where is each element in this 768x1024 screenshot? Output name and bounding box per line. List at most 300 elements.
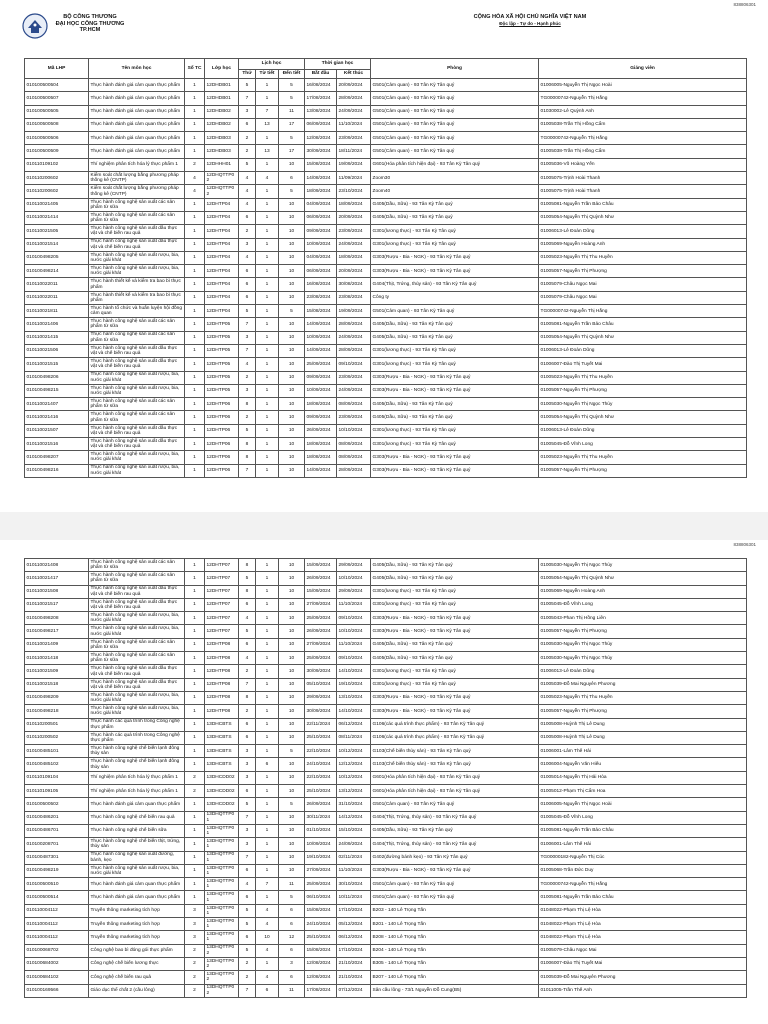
cell-thu: 5 (239, 798, 256, 811)
cell-tu-tiet: 1 (256, 851, 279, 864)
cell-phong: Sân cầu lông - 73/1 Nguyễn Đỗ Cung(B5) (371, 984, 539, 997)
cell-bat-dau: 26/09/2024 (305, 572, 337, 585)
table-row (25, 638, 747, 651)
table-row (25, 251, 747, 264)
cell-bat-dau: 15/08/2024 (305, 904, 337, 917)
cell-ket-thuc: 17/10/2024 (337, 904, 371, 917)
cell-giang-vien: 01006013-Lê Đoàn Dũng (539, 225, 747, 238)
cell-giang-vien: 01005023-Nguyễn Thị Thu Huyền (539, 451, 747, 464)
cell-tu-tiet: 1 (256, 598, 279, 611)
cell-tu-tiet: 1 (256, 358, 279, 371)
cell-giang-vien: 01006001-Lâm Thế Hải (539, 838, 747, 851)
cell-thu: 3 (239, 331, 256, 344)
cell-giang-vien: 01005081-Nguyễn Trần Bảo Châu (539, 198, 747, 211)
cell-ket-thuc: 19/09/2024 (337, 305, 371, 318)
cell-ket-thuc: 09/10/2024 (337, 358, 371, 371)
table-row (25, 598, 747, 611)
cell-thu: 3 (239, 838, 256, 851)
cell-bat-dau: 12/08/2024 (305, 971, 337, 984)
cell-den-tiet: 10 (279, 265, 305, 278)
cell-so-tc: 1 (185, 398, 205, 411)
cell-den-tiet: 5 (279, 798, 305, 811)
cell-phong: G405(Dầu, Sữa) - 93 Tân Kỳ Tân quý (371, 559, 539, 572)
cell-so-tc: 1 (185, 451, 205, 464)
cell-phong: G601(Hóa phân tích hiện đại) - 93 Tân Kỳ Tân quý (371, 771, 539, 784)
cell-so-tc: 1 (185, 598, 205, 611)
cell-giang-vien: 01005079-Châu Ngọc Mai (539, 291, 747, 304)
cell-ma-lhp: 010100486201 (25, 811, 89, 824)
org-city: TP.HCM (79, 27, 101, 34)
cell-giang-vien: 01005069-Nguyễn Hoàng Anh (539, 585, 747, 598)
cell-ten-mon: Thực hành công nghệ sản xuất dầu thực vật và chế biến rau quả (89, 344, 185, 357)
cell-so-tc: 1 (185, 665, 205, 678)
cell-giang-vien: 01005008-Huỳnh Thị Lê Dung (539, 731, 747, 744)
cell-phong: G303(Rượu - Bia - NGK) - 93 Tân Kỳ Tân quý (371, 705, 539, 718)
cell-so-tc: 3 (185, 931, 205, 944)
col-header-lich-hoc: Lịch học (239, 59, 305, 70)
cell-lop-hoc: 12DHTP04 (205, 291, 239, 304)
cell-ket-thuc: 11/10/2024 (337, 638, 371, 651)
table-row (25, 612, 747, 625)
cell-bat-dau: 25/10/2024 (305, 931, 337, 944)
cell-ma-lhp: 010110021414 (25, 211, 89, 224)
cell-so-tc: 1 (185, 891, 205, 904)
cell-giang-vien: 01005081-Nguyễn Trần Bảo Châu (539, 318, 747, 331)
cell-phong: G405(Dầu, Sữa) - 93 Tân Kỳ Tân quý (371, 652, 539, 665)
cell-ma-lhp: 010110004112 (25, 931, 89, 944)
page-separator (0, 512, 768, 540)
cell-lop-hoc: 13DHCBTS (205, 718, 239, 731)
table-row (25, 424, 747, 437)
cell-giang-vien: 01005045-Đỗ Vĩnh Long (539, 811, 747, 824)
cell-giang-vien: 01005023-Nguyễn Thị Thu Huyền (539, 371, 747, 384)
cell-ten-mon: Thực hành các quá trình trong Công nghệ thực phẩm (89, 718, 185, 731)
cell-den-tiet: 10 (279, 211, 305, 224)
cell-ket-thuc: 18/09/2024 (337, 198, 371, 211)
cell-ten-mon: Thực hành thiết kế và kiểm tra bao bì thực phẩm (89, 278, 185, 291)
organization-block (30, 14, 150, 34)
cell-giang-vien: 01006007-Đào Thị Tuyết Mai (539, 957, 747, 970)
cell-phong: B201 - 140 Lê Trọng Tấn (371, 918, 539, 931)
cell-ten-mon: Thực hành công nghệ sản xuất dầu thực vật và chế biến rau quả (89, 598, 185, 611)
cell-phong: G405(Dầu, Sữa) - 93 Tân Kỳ Tân quý (371, 198, 539, 211)
cell-bat-dau: 27/09/2024 (305, 598, 337, 611)
cell-ma-lhp: 010110021415 (25, 331, 89, 344)
table-row (25, 785, 747, 798)
cell-tu-tiet: 1 (256, 318, 279, 331)
cell-so-tc: 1 (185, 678, 205, 691)
cell-tu-tiet: 1 (256, 665, 279, 678)
cell-ma-lhp: 010100498208 (25, 612, 89, 625)
cell-thu: 6 (239, 785, 256, 798)
cell-ten-mon: Thực hành công nghệ sản xuất rượu, bia, nước giải khát (89, 451, 185, 464)
cell-tu-tiet: 1 (256, 331, 279, 344)
cell-lop-hoc: 12DHTP05 (205, 331, 239, 344)
cell-thu: 4 (239, 612, 256, 625)
table-row (25, 891, 747, 904)
cell-phong: G501(Cảm quan) - 93 Tân Kỳ Tân quý (371, 79, 539, 92)
cell-phong: G301(lương thực) - 93 Tân Kỳ Tân quý (371, 678, 539, 691)
cell-ket-thuc: 28/09/2024 (337, 464, 371, 477)
cell-thu: 7 (239, 344, 256, 357)
cell-tu-tiet: 1 (256, 638, 279, 651)
cell-lop-hoc: 13DHQTTP02 (205, 957, 239, 970)
cell-phong: G303(Rượu - Bia - NGK) - 93 Tân Kỳ Tân quý (371, 251, 539, 264)
cell-tu-tiet: 1 (256, 79, 279, 92)
cell-phong: G501(Cảm quan) - 93 Tân Kỳ Tân quý (371, 105, 539, 118)
cell-ket-thuc: 24/09/2024 (337, 331, 371, 344)
cell-tu-tiet: 1 (256, 745, 279, 758)
document-header (0, 6, 768, 46)
cell-ket-thuc: 28/09/2024 (337, 92, 371, 105)
cell-den-tiet: 10 (279, 331, 305, 344)
cell-bat-dau: 14/09/2024 (305, 344, 337, 357)
table-row (25, 559, 747, 572)
cell-bat-dau: 17/08/2024 (305, 92, 337, 105)
cell-tu-tiet: 1 (256, 451, 279, 464)
cell-ma-lhp: 010100498207 (25, 451, 89, 464)
cell-so-tc: 1 (185, 92, 205, 105)
cell-giang-vien: TG00000182-Nguyễn Thị Cúc (539, 851, 747, 864)
cell-phong: G501(Cảm quan) - 93 Tân Kỳ Tân quý (371, 92, 539, 105)
cell-thu: 6 (239, 891, 256, 904)
cell-giang-vien: 01006013-Lê Đoàn Dũng (539, 665, 747, 678)
cell-den-tiet: 6 (279, 971, 305, 984)
cell-ma-lhp: 010100498216 (25, 464, 89, 477)
cell-ket-thuc: 02/11/2024 (337, 851, 371, 864)
cell-giang-vien: 01005057-Nguyễn Thị Phượng (539, 384, 747, 397)
table-row (25, 731, 747, 744)
cell-phong: G405(Dầu, Sữa) - 93 Tân Kỳ Tân quý (371, 211, 539, 224)
cell-lop-hoc: 12DHDB03 (205, 132, 239, 145)
cell-phong: Công ty (371, 291, 539, 304)
cell-bat-dau: 14/09/2024 (305, 318, 337, 331)
cell-so-tc: 1 (185, 758, 205, 771)
cell-giang-vien: 01005054-Nguyễn Thị Quỳnh Như (539, 331, 747, 344)
table-row (25, 652, 747, 665)
national-motto-block (420, 14, 640, 27)
cell-ma-lhp: 010110021508 (25, 585, 89, 598)
cell-ma-lhp: 010110021514 (25, 238, 89, 251)
cell-ket-thuc: 11/10/2024 (337, 598, 371, 611)
cell-lop-hoc: 12DHTP04 (205, 251, 239, 264)
cell-ket-thuc: 24/09/2024 (337, 238, 371, 251)
table-row (25, 971, 747, 984)
cell-ma-lhp: 010100485101 (25, 745, 89, 758)
cell-den-tiet: 10 (279, 838, 305, 851)
cell-so-tc: 1 (185, 572, 205, 585)
cell-so-tc: 2 (185, 785, 205, 798)
cell-tu-tiet: 1 (256, 291, 279, 304)
cell-den-tiet: 11 (279, 878, 305, 891)
nation-title: CỘNG HÒA XÃ HỘI CHỦ NGHĨA VIỆT NAM (473, 14, 587, 20)
cell-thu: 6 (239, 638, 256, 651)
cell-so-tc: 2 (185, 957, 205, 970)
cell-lop-hoc: 12DHTP07 (205, 572, 239, 585)
cell-tu-tiet: 1 (256, 278, 279, 291)
cell-ma-lhp: 010110004112 (25, 904, 89, 917)
cell-bat-dau: 25/09/2024 (305, 612, 337, 625)
cell-ma-lhp: 010100498205 (25, 251, 89, 264)
cell-lop-hoc: 13DHQTTP02 (205, 984, 239, 997)
cell-thu: 7 (239, 318, 256, 331)
cell-bat-dau: 15/09/2024 (305, 559, 337, 572)
table-row (25, 344, 747, 357)
cell-ma-lhp: 010110022011 (25, 291, 89, 304)
cell-ten-mon: Thực hành công nghệ sản xuất dầu thực vật và chế biến rau quả (89, 678, 185, 691)
cell-ma-lhp: 010100500504 (25, 79, 89, 92)
cell-ket-thuc: 29/09/2024 (337, 559, 371, 572)
cell-lop-hoc: 12DHTP06 (205, 398, 239, 411)
table-row (25, 238, 747, 251)
cell-giang-vien: 01048022-Phạm Thị Lệ Hòa (539, 931, 747, 944)
cell-thu: 3 (239, 824, 256, 837)
cell-ten-mon: Thực hành công nghệ sản xuất các sản phẩm từ sữa (89, 318, 185, 331)
cell-bat-dau: 06/09/2024 (305, 211, 337, 224)
table-row (25, 957, 747, 970)
cell-phong: G405(Dầu, Sữa) - 93 Tân Kỳ Tân quý (371, 638, 539, 651)
cell-lop-hoc: 12DHTP07 (205, 612, 239, 625)
cell-ma-lhp: 010100498206 (25, 371, 89, 384)
cell-ket-thuc: 19/10/2024 (337, 678, 371, 691)
cell-phong: G106(các quá trình thực phẩm) - 93 Tân Kỳ Tân quý (371, 718, 539, 731)
cell-tu-tiet: 1 (256, 705, 279, 718)
cell-ket-thuc: 14/10/2024 (337, 665, 371, 678)
cell-tu-tiet: 1 (256, 211, 279, 224)
table-row (25, 798, 747, 811)
table-row (25, 705, 747, 718)
cell-tu-tiet: 4 (256, 918, 279, 931)
cell-giang-vien: TG00000742-Nguyễn Thị Hằng (539, 878, 747, 891)
cell-tu-tiet: 1 (256, 585, 279, 598)
cell-tu-tiet: 1 (256, 265, 279, 278)
org-university: ĐẠI HỌC CÔNG THƯƠNG (55, 20, 125, 27)
cell-ten-mon: Thực hành đánh giá cảm quan thực phẩm (89, 132, 185, 145)
cell-giang-vien: 01005054-Nguyễn Thị Quỳnh Như (539, 411, 747, 424)
cell-so-tc: 2 (185, 158, 205, 171)
cell-ket-thuc: 11/09/2024 (337, 172, 371, 185)
cell-lop-hoc: 13DHQTTP01 (205, 838, 239, 851)
table-row (25, 864, 747, 877)
cell-phong: G405(Dầu, Sữa) - 93 Tân Kỳ Tân quý (371, 398, 539, 411)
cell-tu-tiet: 1 (256, 305, 279, 318)
cell-bat-dau: 15/08/2024 (305, 305, 337, 318)
cell-ket-thuc: 24/09/2024 (337, 838, 371, 851)
cell-thu: 6 (239, 931, 256, 944)
cell-ten-mon: Thực hành công nghệ chế biến lạnh đông thủy sản (89, 745, 185, 758)
table-row (25, 625, 747, 638)
cell-bat-dau: 26/09/2024 (305, 424, 337, 437)
cell-ket-thuc: 31/10/2024 (337, 798, 371, 811)
cell-thu: 8 (239, 691, 256, 704)
cell-thu: 2 (239, 145, 256, 158)
cell-bat-dau: 26/09/2024 (305, 625, 337, 638)
cell-thu: 2 (239, 411, 256, 424)
cell-thu: 3 (239, 758, 256, 771)
cell-so-tc: 1 (185, 851, 205, 864)
cell-ten-mon: Thực hành công nghệ sản xuất rượu, bia, nước giải khát (89, 705, 185, 718)
cell-giang-vien: 01005023-Nguyễn Thị Thu Huyền (539, 691, 747, 704)
cell-bat-dau: 05/10/2024 (305, 678, 337, 691)
table-row (25, 318, 747, 331)
cell-bat-dau: 18/08/2024 (305, 398, 337, 411)
cell-giang-vien: 01005057-Nguyễn Thị Phượng (539, 705, 747, 718)
cell-lop-hoc: 12DHTP05 (205, 318, 239, 331)
cell-ten-mon: Thí nghiệm phân tích hóa lý thực phẩm 1 (89, 158, 185, 171)
cell-thu: 4 (239, 652, 256, 665)
table-row (25, 79, 747, 92)
cell-ma-lhp: 010100500508 (25, 118, 89, 131)
table-row (25, 358, 747, 371)
cell-so-tc: 1 (185, 238, 205, 251)
cell-tu-tiet: 1 (256, 225, 279, 238)
cell-ma-lhp: 010110021518 (25, 678, 89, 691)
cell-so-tc: 1 (185, 118, 205, 131)
table-row (25, 411, 747, 424)
table-row (25, 678, 747, 691)
cell-thu: 8 (239, 398, 256, 411)
table-row (25, 931, 747, 944)
cell-ma-lhp: 010100498215 (25, 384, 89, 397)
cell-giang-vien: 01006004-Nguyễn Văn Hiếu (539, 758, 747, 771)
cell-phong: G402(đường bánh kẹo) - 93 Tân Kỳ Tân quý (371, 851, 539, 864)
cell-thu: 4 (239, 358, 256, 371)
cell-tu-tiet: 1 (256, 424, 279, 437)
cell-den-tiet: 10 (279, 612, 305, 625)
cell-den-tiet: 10 (279, 652, 305, 665)
cell-giang-vien: 01005054-Nguyễn Thị Quỳnh Như (539, 572, 747, 585)
cell-bat-dau: 27/09/2024 (305, 864, 337, 877)
cell-lop-hoc: 12DHTP05 (205, 384, 239, 397)
cell-lop-hoc: 12DHDB01 (205, 92, 239, 105)
cell-so-tc: 1 (185, 878, 205, 891)
cell-thu: 5 (239, 305, 256, 318)
cell-ma-lhp: 010110021407 (25, 398, 89, 411)
cell-den-tiet: 12 (279, 931, 305, 944)
cell-ten-mon: Thực hành công nghệ sản xuất rượu, bia, nước giải khát (89, 464, 185, 477)
cell-bat-dau: 06/09/2024 (305, 118, 337, 131)
cell-ket-thuc: 13/10/2024 (337, 691, 371, 704)
cell-lop-hoc: 12DHTP04 (205, 225, 239, 238)
cell-lop-hoc: 12DHTP07 (205, 585, 239, 598)
cell-thu: 2 (239, 665, 256, 678)
cell-lop-hoc: 12DHTP04 (205, 198, 239, 211)
cell-ten-mon: Thực hành đánh giá cảm quan thực phẩm (89, 92, 185, 105)
cell-phong: G303(Rượu - Bia - NGK) - 93 Tân Kỳ Tân quý (371, 451, 539, 464)
cell-giang-vien: 01005036-Võ Hoàng Yến (539, 158, 747, 171)
cell-so-tc: 1 (185, 251, 205, 264)
cell-ten-mon: Thực hành công nghệ sản xuất các sản phẩm từ sữa (89, 331, 185, 344)
cell-lop-hoc: 13DHQTTP01 (205, 864, 239, 877)
cell-ten-mon: Thực hành đánh giá cảm quan thực phẩm (89, 105, 185, 118)
cell-lop-hoc: 12DHTP06 (205, 464, 239, 477)
cell-giang-vien: 01006001-Lâm Thế Hải (539, 745, 747, 758)
cell-so-tc: 1 (185, 384, 205, 397)
cell-phong: G103(Chế biến thủy sản) - 93 Tân Kỳ Tân quý (371, 745, 539, 758)
cell-giang-vien: 01005030-Nguyễn Thị Ngọc Thúy (539, 559, 747, 572)
table-row (25, 878, 747, 891)
cell-so-tc: 1 (185, 838, 205, 851)
cell-lop-hoc: 12DHTP06 (205, 451, 239, 464)
cell-den-tiet: 6 (279, 904, 305, 917)
cell-tu-tiet: 1 (256, 798, 279, 811)
cell-so-tc: 1 (185, 824, 205, 837)
page-code: 838806301 (733, 542, 756, 547)
cell-ten-mon: Truyền thông marketing tích hợp (89, 904, 185, 917)
cell-den-tiet: 10 (279, 572, 305, 585)
table-row (25, 851, 747, 864)
cell-ten-mon: Giáo dục thể chất 2 (cầu lông) (89, 984, 185, 997)
cell-so-tc: 3 (185, 918, 205, 931)
cell-tu-tiet: 1 (256, 864, 279, 877)
cell-thu: 5 (239, 904, 256, 917)
cell-so-tc: 1 (185, 559, 205, 572)
cell-so-tc: 1 (185, 79, 205, 92)
cell-bat-dau: 14/08/2024 (305, 172, 337, 185)
cell-ket-thuc: 10/10/2024 (337, 572, 371, 585)
cell-thu: 8 (239, 585, 256, 598)
cell-ket-thuc: 28/09/2024 (337, 344, 371, 357)
cell-giang-vien: 01005014-Nguyễn Thị Hải Hòa (539, 771, 747, 784)
cell-ten-mon: Thực hành công nghệ chế biến rau quả (89, 811, 185, 824)
cell-ma-lhp: 010110021408 (25, 559, 89, 572)
cell-thu: 2 (239, 371, 256, 384)
cell-phong: G303(Rượu - Bia - NGK) - 93 Tân Kỳ Tân quý (371, 265, 539, 278)
cell-den-tiet: 10 (279, 251, 305, 264)
cell-den-tiet: 10 (279, 824, 305, 837)
cell-bat-dau: 10/09/2024 (305, 838, 337, 851)
cell-lop-hoc: 12DHTP04 (205, 211, 239, 224)
cell-den-tiet: 10 (279, 678, 305, 691)
cell-ket-thuc: 20/09/2024 (337, 265, 371, 278)
cell-bat-dau: 09/09/2024 (305, 411, 337, 424)
cell-tu-tiet: 1 (256, 132, 279, 145)
cell-ket-thuc: 29/09/2024 (337, 585, 371, 598)
cell-thu: 4 (239, 172, 256, 185)
cell-lop-hoc: 13DHQTTP01 (205, 824, 239, 837)
cell-ma-lhp: 010110021417 (25, 572, 89, 585)
cell-ten-mon: Công nghệ chế biến rau quả (89, 971, 185, 984)
cell-ma-lhp: 010110109104 (25, 771, 89, 784)
cell-phong: Zoom30 (371, 172, 539, 185)
table-row (25, 824, 747, 837)
cell-so-tc: 4 (185, 185, 205, 198)
cell-lop-hoc: 13DHCBTS (205, 758, 239, 771)
cell-thu: 6 (239, 598, 256, 611)
cell-phong: G404(Thịt, Trứng, thủy sản) - 93 Tân Kỳ Tân quý (371, 811, 539, 824)
cell-den-tiet: 10 (279, 451, 305, 464)
cell-phong: G301(lương thực) - 93 Tân Kỳ Tân quý (371, 598, 539, 611)
cell-ket-thuc: 23/10/2024 (337, 185, 371, 198)
cell-den-tiet: 5 (279, 132, 305, 145)
cell-lop-hoc: 13DHQTTP01 (205, 904, 239, 917)
table-row (25, 811, 747, 824)
cell-so-tc: 1 (185, 105, 205, 118)
col-header-ten-mon: Tên môn học (89, 59, 185, 79)
cell-den-tiet: 10 (279, 638, 305, 651)
cell-so-tc: 1 (185, 625, 205, 638)
cell-bat-dau: 06/10/2024 (305, 891, 337, 904)
cell-so-tc: 1 (185, 318, 205, 331)
cell-ma-lhp: 010110021507 (25, 424, 89, 437)
cell-phong: G301(lương thực) - 93 Tân Kỳ Tân quý (371, 344, 539, 357)
cell-ket-thuc: 10/12/2024 (337, 771, 371, 784)
cell-tu-tiet: 1 (256, 824, 279, 837)
cell-den-tiet: 10 (279, 559, 305, 572)
cell-ten-mon: Thực hành công nghệ sản xuất rượu, bia, nước giải khát (89, 864, 185, 877)
col-header-lop-hoc: Lớp học (205, 59, 239, 79)
cell-phong: G405(Dầu, Sữa) - 93 Tân Kỳ Tân quý (371, 572, 539, 585)
